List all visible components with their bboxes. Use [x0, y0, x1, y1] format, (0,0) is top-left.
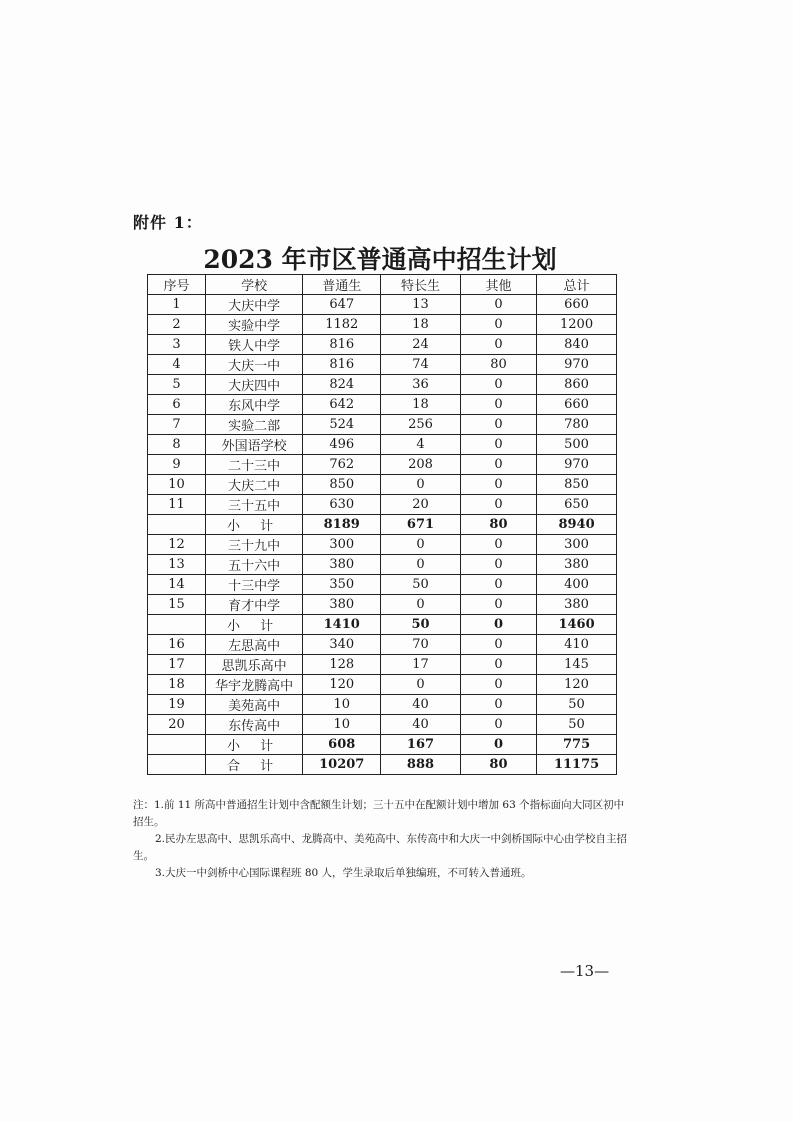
table-row	[148, 715, 617, 735]
table-row	[148, 395, 617, 415]
cell-no	[148, 615, 206, 635]
cell-total: 410	[537, 635, 617, 655]
header-no: 序号	[148, 275, 206, 295]
note-2: 2.民办左思高中、思凯乐高中、龙腾高中、美苑高中、东传高中和大庆一中剑桥国际中心由学校自主招生。	[133, 833, 628, 862]
cell-special: 13	[381, 295, 461, 315]
header-other: 其他	[460, 275, 536, 295]
cell-total: 380	[537, 555, 617, 575]
cell-school: 三十九中	[205, 535, 302, 555]
cell-total: 970	[537, 355, 617, 375]
cell-regular: 380	[303, 595, 381, 615]
cell-school: 大庆二中	[205, 475, 302, 495]
attachment-label: 附件 1：	[133, 213, 203, 232]
cell-school: 东风中学	[205, 395, 302, 415]
cell-other: 0	[460, 455, 536, 475]
cell-no: 16	[148, 635, 206, 655]
header-total: 总计	[537, 275, 617, 295]
cell-total: 860	[537, 375, 617, 395]
cell-school: 大庆一中	[205, 355, 302, 375]
cell-total: 840	[537, 335, 617, 355]
table-row	[148, 675, 617, 695]
cell-school: 大庆中学	[205, 295, 302, 315]
cell-special: 70	[381, 635, 461, 655]
table-row	[148, 695, 617, 715]
cell-school: 铁人中学	[205, 335, 302, 355]
cell-no: 6	[148, 395, 206, 415]
cell-regular: 120	[303, 675, 381, 695]
cell-no: 5	[148, 375, 206, 395]
cell-regular: 300	[303, 535, 381, 555]
cell-regular: 608	[303, 735, 381, 755]
cell-school: 思凯乐高中	[205, 655, 302, 675]
cell-other: 0	[460, 435, 536, 455]
cell-regular: 1182	[303, 315, 381, 335]
cell-regular: 10	[303, 715, 381, 735]
cell-total: 1200	[537, 315, 617, 335]
cell-total: 400	[537, 575, 617, 595]
cell-no	[148, 735, 206, 755]
cell-other: 0	[460, 655, 536, 675]
cell-special: 36	[381, 375, 461, 395]
cell-other: 0	[460, 415, 536, 435]
cell-other: 0	[460, 575, 536, 595]
cell-regular: 642	[303, 395, 381, 415]
note-3: 3.大庆一中剑桥中心国际课程班 80 人，学生录取后单独编班，不可转入普通班。	[155, 867, 532, 879]
cell-total: 775	[537, 735, 617, 755]
cell-school: 小 计	[205, 735, 302, 755]
cell-no: 9	[148, 455, 206, 475]
cell-regular: 762	[303, 455, 381, 475]
cell-regular: 128	[303, 655, 381, 675]
cell-special: 0	[381, 595, 461, 615]
cell-no: 2	[148, 315, 206, 335]
cell-regular: 824	[303, 375, 381, 395]
cell-special: 671	[381, 515, 461, 535]
cell-special: 40	[381, 715, 461, 735]
cell-school: 小 计	[205, 615, 302, 635]
cell-school: 外国语学校	[205, 435, 302, 455]
cell-regular: 1410	[303, 615, 381, 635]
cell-special: 0	[381, 475, 461, 495]
cell-regular: 850	[303, 475, 381, 495]
cell-no: 18	[148, 675, 206, 695]
cell-special: 18	[381, 395, 461, 415]
cell-no: 20	[148, 715, 206, 735]
cell-other: 0	[460, 635, 536, 655]
cell-other: 0	[460, 375, 536, 395]
cell-no: 8	[148, 435, 206, 455]
cell-special: 0	[381, 555, 461, 575]
cell-special: 4	[381, 435, 461, 455]
cell-school: 实验中学	[205, 315, 302, 335]
cell-school: 大庆四中	[205, 375, 302, 395]
subtotal-row	[148, 515, 617, 535]
cell-special: 167	[381, 735, 461, 755]
cell-other: 0	[460, 675, 536, 695]
cell-special: 18	[381, 315, 461, 335]
cell-regular: 496	[303, 435, 381, 455]
table-row	[148, 595, 617, 615]
cell-school: 小 计	[205, 515, 302, 535]
notes	[133, 797, 633, 882]
cell-special: 256	[381, 415, 461, 435]
cell-total: 650	[537, 495, 617, 515]
cell-other: 0	[460, 395, 536, 415]
cell-total: 380	[537, 595, 617, 615]
cell-regular: 10	[303, 695, 381, 715]
table-row	[148, 535, 617, 555]
cell-school: 育才中学	[205, 595, 302, 615]
table-row	[148, 555, 617, 575]
table-row	[148, 495, 617, 515]
cell-total: 780	[537, 415, 617, 435]
cell-total: 50	[537, 695, 617, 715]
cell-total: 8940	[537, 515, 617, 535]
cell-no: 14	[148, 575, 206, 595]
cell-total: 500	[537, 435, 617, 455]
cell-regular: 10207	[303, 755, 381, 775]
table-row	[148, 435, 617, 455]
table-row	[148, 295, 617, 315]
cell-regular: 647	[303, 295, 381, 315]
cell-special: 17	[381, 655, 461, 675]
subtotal-row	[148, 735, 617, 755]
cell-total: 1460	[537, 615, 617, 635]
header-special: 特长生	[381, 275, 461, 295]
table-row	[148, 355, 617, 375]
page-number: —13—	[560, 962, 610, 980]
cell-special: 0	[381, 535, 461, 555]
cell-special: 0	[381, 675, 461, 695]
cell-regular: 380	[303, 555, 381, 575]
cell-no	[148, 515, 206, 535]
table-row	[148, 455, 617, 475]
cell-special: 50	[381, 575, 461, 595]
cell-other: 0	[460, 315, 536, 335]
cell-regular: 524	[303, 415, 381, 435]
table-row	[148, 375, 617, 395]
cell-school: 三十五中	[205, 495, 302, 515]
cell-total: 120	[537, 675, 617, 695]
cell-total: 660	[537, 395, 617, 415]
subtotal-row	[148, 755, 617, 775]
cell-no: 11	[148, 495, 206, 515]
table-row	[148, 315, 617, 335]
note-1: 注：1.前 11 所高中普通招生计划中含配额生计划；三十五中在配额计划中增加 63 个指标面向大同区初中招生。	[133, 799, 625, 828]
cell-school: 合 计	[205, 755, 302, 775]
cell-no: 3	[148, 335, 206, 355]
cell-other: 0	[460, 595, 536, 615]
cell-other: 0	[460, 735, 536, 755]
cell-regular: 816	[303, 335, 381, 355]
cell-no: 15	[148, 595, 206, 615]
document-title: 2023 年市区普通高中招生计划	[203, 245, 557, 274]
table-header-row	[148, 275, 617, 295]
table-row	[148, 475, 617, 495]
cell-school: 实验二部	[205, 415, 302, 435]
cell-special: 74	[381, 355, 461, 375]
header-regular: 普通生	[303, 275, 381, 295]
cell-other: 0	[460, 615, 536, 635]
cell-special: 20	[381, 495, 461, 515]
cell-special: 40	[381, 695, 461, 715]
cell-no: 17	[148, 655, 206, 675]
cell-other: 0	[460, 715, 536, 735]
cell-other: 0	[460, 295, 536, 315]
cell-school: 华宇龙腾高中	[205, 675, 302, 695]
cell-school: 美苑高中	[205, 695, 302, 715]
cell-school: 东传高中	[205, 715, 302, 735]
cell-other: 0	[460, 555, 536, 575]
header-school: 学校	[205, 275, 302, 295]
cell-other: 80	[460, 515, 536, 535]
cell-no: 1	[148, 295, 206, 315]
cell-regular: 816	[303, 355, 381, 375]
cell-no: 12	[148, 535, 206, 555]
cell-total: 145	[537, 655, 617, 675]
table-row	[148, 415, 617, 435]
cell-total: 970	[537, 455, 617, 475]
table-body	[148, 295, 617, 775]
cell-other: 0	[460, 335, 536, 355]
enrollment-plan-table	[147, 274, 617, 775]
cell-total: 850	[537, 475, 617, 495]
cell-other: 0	[460, 475, 536, 495]
cell-other: 80	[460, 355, 536, 375]
cell-school: 五十六中	[205, 555, 302, 575]
cell-special: 888	[381, 755, 461, 775]
cell-total: 660	[537, 295, 617, 315]
cell-no: 4	[148, 355, 206, 375]
cell-no: 13	[148, 555, 206, 575]
table-row	[148, 655, 617, 675]
cell-no: 19	[148, 695, 206, 715]
cell-regular: 630	[303, 495, 381, 515]
cell-total: 11175	[537, 755, 617, 775]
cell-no: 7	[148, 415, 206, 435]
cell-regular: 340	[303, 635, 381, 655]
table-row	[148, 335, 617, 355]
subtotal-row	[148, 615, 617, 635]
cell-school: 十三中学	[205, 575, 302, 595]
cell-total: 50	[537, 715, 617, 735]
cell-other: 0	[460, 535, 536, 555]
cell-special: 208	[381, 455, 461, 475]
cell-total: 300	[537, 535, 617, 555]
cell-other: 0	[460, 695, 536, 715]
cell-regular: 8189	[303, 515, 381, 535]
cell-school: 二十三中	[205, 455, 302, 475]
cell-other: 0	[460, 495, 536, 515]
cell-other: 80	[460, 755, 536, 775]
cell-no	[148, 755, 206, 775]
cell-regular: 350	[303, 575, 381, 595]
cell-no: 10	[148, 475, 206, 495]
cell-school: 左思高中	[205, 635, 302, 655]
table-row	[148, 575, 617, 595]
table-row	[148, 635, 617, 655]
cell-special: 50	[381, 615, 461, 635]
cell-special: 24	[381, 335, 461, 355]
